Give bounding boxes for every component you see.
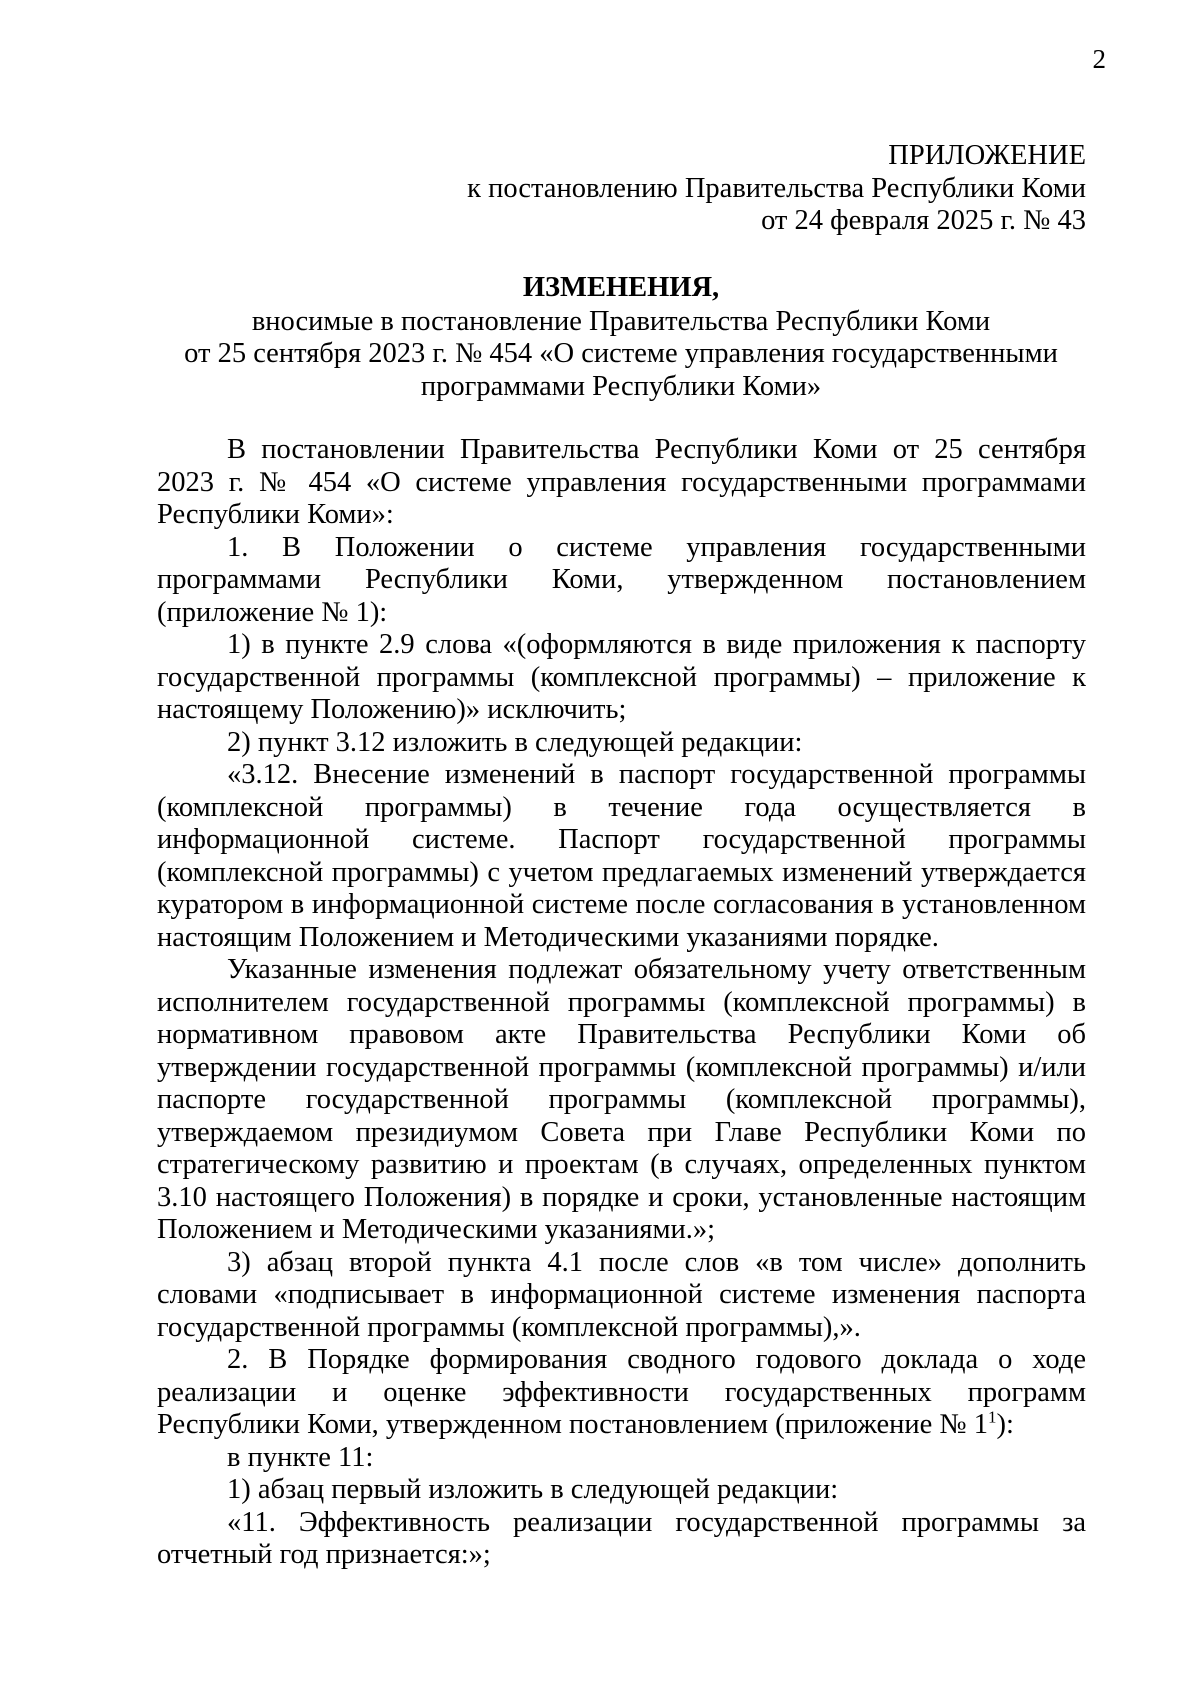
heading-line-3: программами Республики Коми» <box>420 370 822 402</box>
appendix-line-1: к постановлению Правительства Республики Коми <box>467 172 1086 204</box>
page-number: 2 <box>1092 44 1106 74</box>
appendix-block <box>286 140 1086 238</box>
paragraph-subitem-2: 2) пункт 3.12 изложить в следующей редакции: <box>227 726 803 758</box>
paragraph-quote-continued: Указанные изменения подлежат обязательному учету ответственным исполнителем государственной программы (комплексной программы) в нормативном правовом акте Правительства Республики Коми об утверждении государственной программы (комплексной программы) и/или паспорте государственной программы (комплексной программы), утверждаемом президиумом Совета при Главе Республики Коми по стратегическому развитию и проектам (в случаях, определенных пунктом 3.10 настоящего Положения) в порядке и сроки, установленные настоящим Положением и Методическими указаниями.»; <box>157 954 1086 1245</box>
heading-line-2: от 25 сентября 2023 г. № 454 «О системе управления государственными <box>184 338 1058 369</box>
paragraph-item-2-end: ): <box>996 1409 1014 1440</box>
document-title: ИЗМЕНЕНИЯ, <box>522 272 720 303</box>
heading-line-1: вносимые в постановление Правительства Республики Коми <box>251 305 991 337</box>
superscript-mark: 1 <box>987 1407 997 1427</box>
paragraph-item-1: 1. В Положении о системе управления государственными программами Республики Коми, утвержденном постановлением (приложение № 1): <box>157 531 1086 628</box>
appendix-line-2: от 24 февраля 2025 г. № 43 <box>761 205 1086 236</box>
paragraph-subitem-1: 1) в пункте 2.9 слова «(оформляются в виде приложения к паспорту государственной программы (комплексной программы) – приложение к настоящему Положению)» исключить; <box>157 629 1086 725</box>
paragraph-subitem-point-11: 1) абзац первый изложить в следующей редакции: <box>227 1474 839 1505</box>
paragraph-quote-3-12: «3.12. Внесение изменений в паспорт государственной программы (комплексной программы) в течение года осуществляется в информационной системе. Паспорт государственной программы (комплексной программы) с учетом предлагаемых изменений утверждается куратором в информационной системе после согласования в установленном настоящим Положением и Методическими указаниями порядке. <box>157 759 1086 953</box>
paragraph-intro: В постановлении Правительства Республики Коми от 25 сентября 2023 г. № 454 «О системе управления государственными программами Республики Коми»: <box>157 434 1086 530</box>
paragraph-item-2-text: 2. В Порядке формирования сводного годового доклада о ходе реализации и оценке эффективности государственных программ Республики Коми, утвержденном постановлением (приложение № 1 <box>157 1344 1086 1440</box>
paragraph-subitem-3: 3) абзац второй пункта 4.1 после слов «в том числе» дополнить словами «подписывает в информационной системе изменения паспорта государственной программы (комплексной программы),». <box>157 1246 1086 1343</box>
appendix-title: ПРИЛОЖЕНИЕ <box>888 140 1086 171</box>
document-body <box>157 434 1086 1572</box>
paragraph-point-11: в пункте 11: <box>227 1441 374 1473</box>
document-heading <box>156 272 1086 403</box>
paragraph-item-2 <box>157 1344 1086 1442</box>
paragraph-quote-11: «11. Эффективность реализации государственной программы за отчетный год признается:»; <box>157 1506 1086 1570</box>
